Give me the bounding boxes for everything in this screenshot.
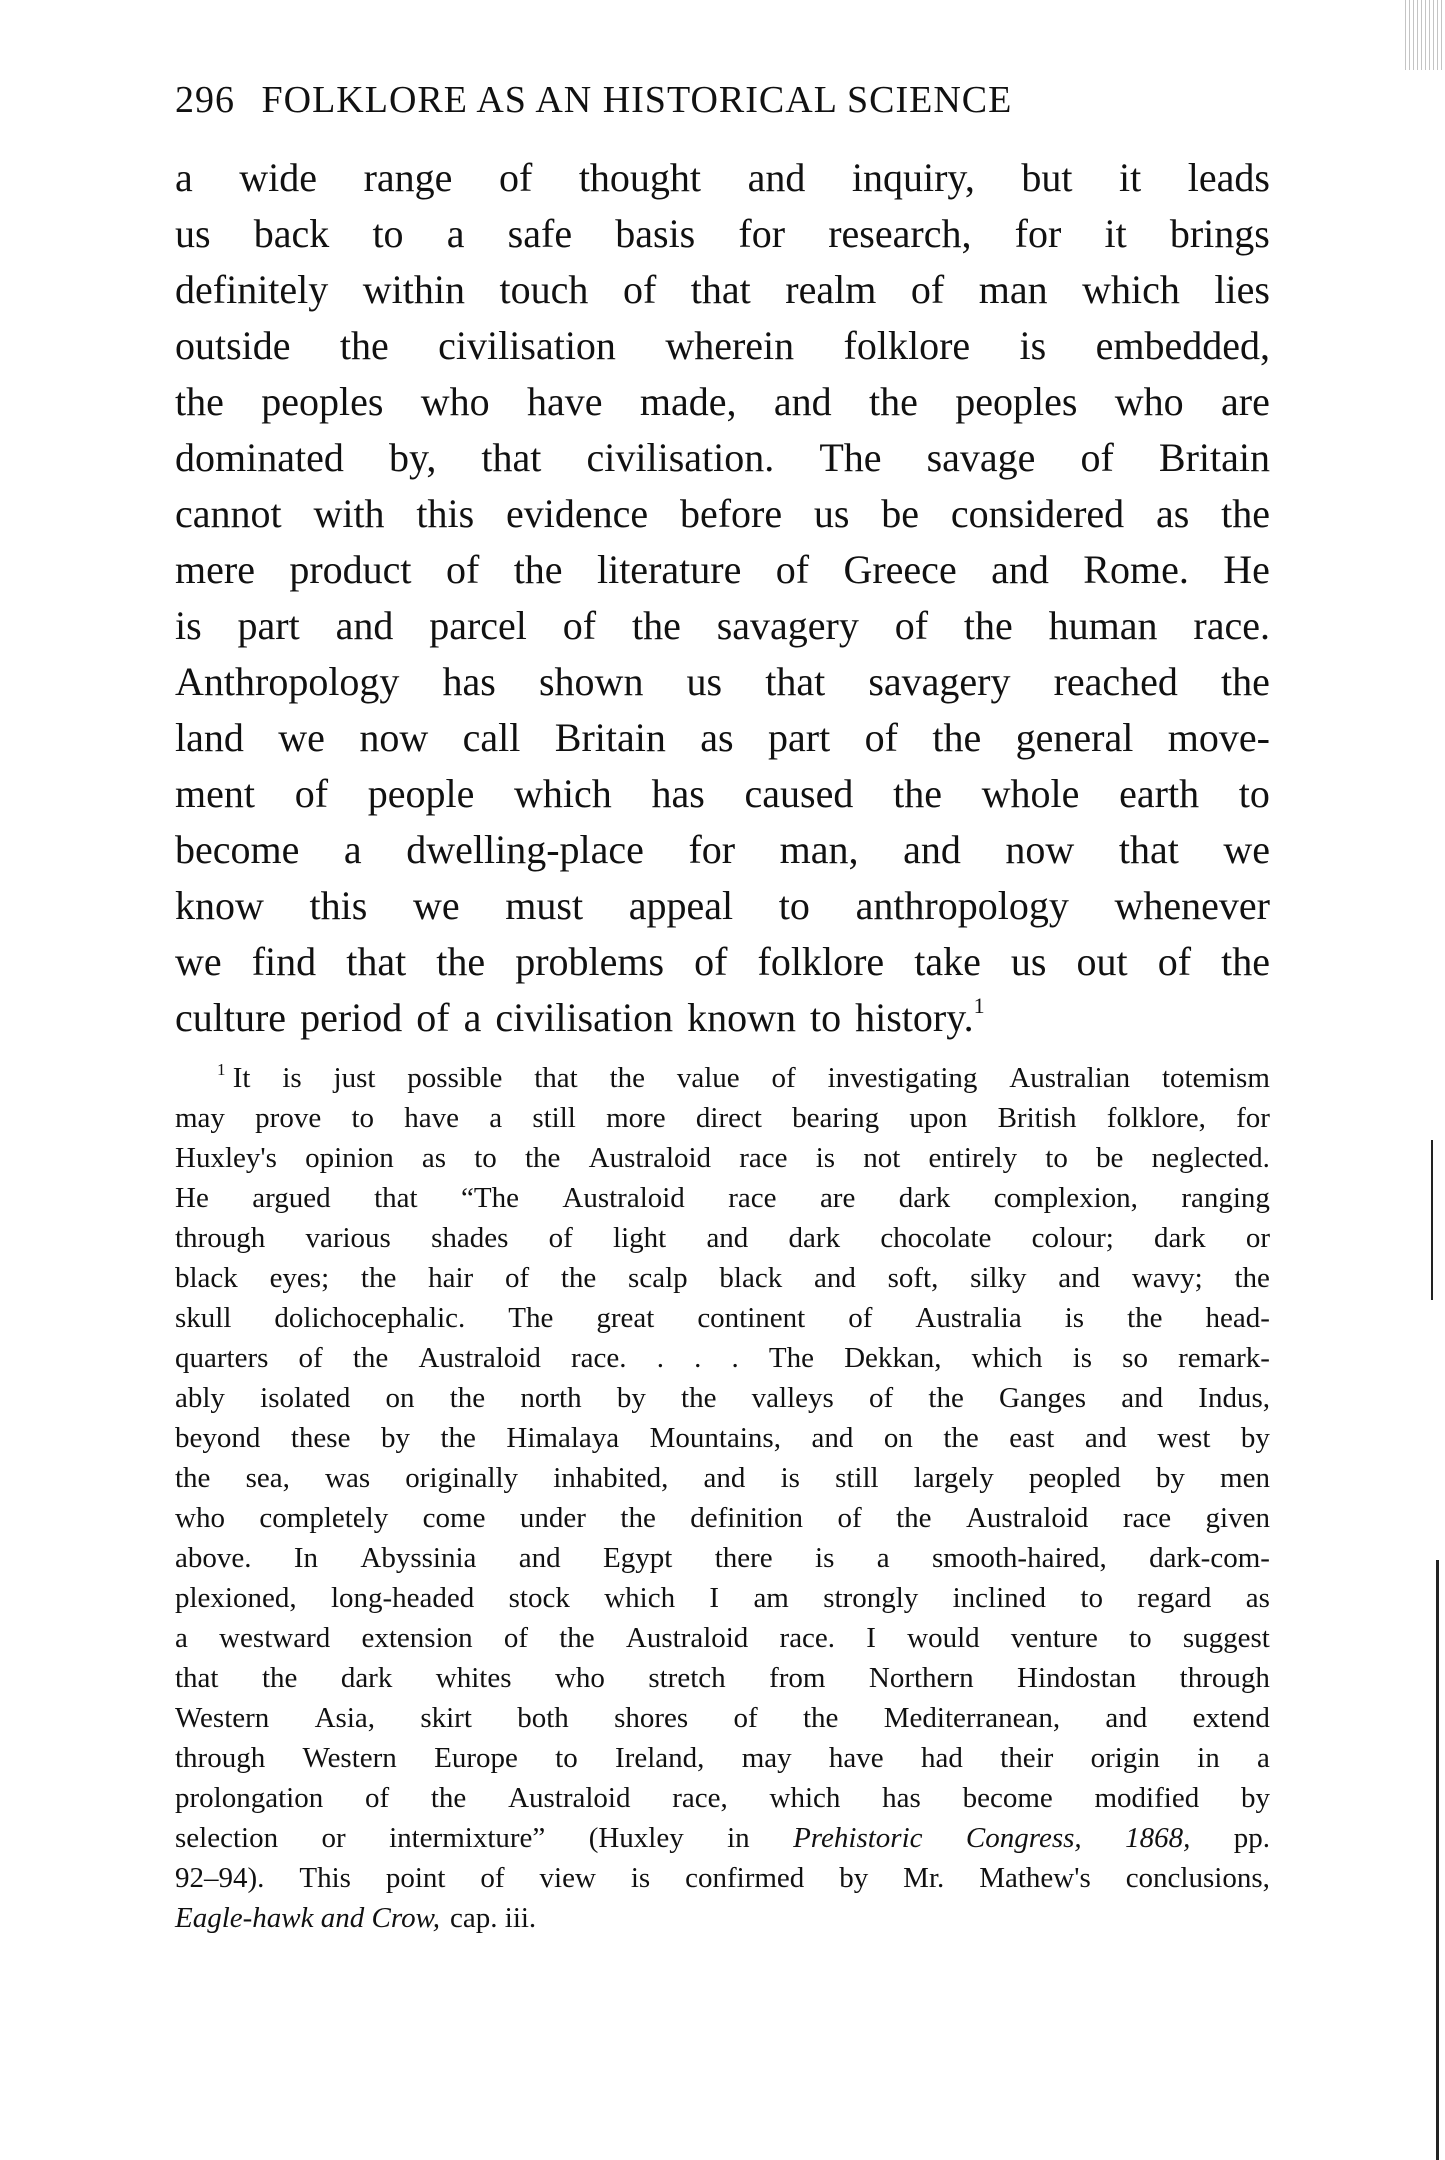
body-line: is part and parcel of the savagery of the human race. (175, 603, 1270, 648)
footnote-line: prolongation of the Australoid race, which has become modified by (175, 1782, 1270, 1814)
body-line: us back to a safe basis for research, for it brings (175, 211, 1270, 256)
footnote-line: quarters of the Australoid race. . . . The Dekkan, which is so remark- (175, 1342, 1270, 1374)
body-line: land we now call Britain as part of the general move- (175, 715, 1270, 760)
footnote-line: above. In Abyssinia and Egypt there is a smooth-haired, dark-com- (175, 1542, 1270, 1574)
footnote-line: selection or intermixture” (Huxley in Prehistoric Congress, 1868, pp. (175, 1822, 1270, 1854)
footnote-line: $^1$ It is just possible that the value of investigating Australian totemism (217, 1060, 1270, 1094)
body-line: ment of people which has caused the whole earth to (175, 771, 1270, 816)
footnote-line: ably isolated on the north by the valleys of the Ganges and Indus, (175, 1382, 1270, 1414)
body-line: a wide range of thought and inquiry, but it leads (175, 155, 1270, 200)
footnote-line: through various shades of light and dark chocolate colour; dark or (175, 1222, 1270, 1254)
footnote-line: beyond these by the Himalaya Mountains, and on the east and west by (175, 1422, 1270, 1454)
body-line: mere product of the literature of Greece and Rome. He (175, 547, 1270, 592)
page-number: 296 (175, 79, 235, 121)
body-line: we find that the problems of folklore take us out of the (175, 939, 1270, 984)
body-line: culture period of a civilisation known to history.$^1$ (175, 993, 985, 1040)
page-edge-mark (1436, 1560, 1439, 2160)
footnote-line: through Western Europe to Ireland, may have had their origin in a (175, 1742, 1270, 1774)
body-line: dominated by, that civilisation. The savage of Britain (175, 435, 1270, 480)
running-title: FOLKLORE AS AN HISTORICAL SCIENCE (261, 79, 1013, 121)
footnote-line: who completely come under the definition of the Australoid race given (175, 1502, 1270, 1534)
body-line: cannot with this evidence before us be considered as the (175, 491, 1270, 536)
footnote-line: black eyes; the hair of the scalp black and soft, silky and wavy; the (175, 1262, 1270, 1294)
body-line: become a dwelling-place for man, and now that we (175, 827, 1270, 872)
footnote-line: may prove to have a still more direct bearing upon British folklore, for (175, 1102, 1270, 1134)
running-head (175, 78, 1270, 122)
footnote-line: skull dolichocephalic. The great continent of Australia is the head- (175, 1302, 1270, 1334)
scan-artifact (1405, 0, 1445, 70)
footnote-line: the sea, was originally inhabited, and is still largely peopled by men (175, 1462, 1270, 1494)
footnote-line: that the dark whites who stretch from Northern Hindostan through (175, 1662, 1270, 1694)
body-paragraph (175, 150, 1270, 1046)
footnote (175, 1058, 1270, 1938)
footnote-line: Western Asia, skirt both shores of the Mediterranean, and extend (175, 1702, 1270, 1734)
footnote-line: Huxley's opinion as to the Australoid race is not entirely to be neglected. (175, 1142, 1270, 1174)
footnote-line: He argued that “The Australoid race are dark complexion, ranging (175, 1182, 1270, 1214)
footnote-line: Eagle-hawk and Crow, cap. iii. (175, 1902, 537, 1934)
page-edge-mark (1431, 1140, 1433, 1300)
footnote-reference: 1 (973, 993, 985, 1018)
footnote-line: a westward extension of the Australoid race. I would venture to suggest (175, 1622, 1270, 1654)
body-line: the peoples who have made, and the peoples who are (175, 379, 1270, 424)
body-line: outside the civilisation wherein folklore is embedded, (175, 323, 1270, 368)
body-line: know this we must appeal to anthropology whenever (175, 883, 1270, 928)
footnote-line: 92–94). This point of view is confirmed by Mr. Mathew's conclusions, (175, 1862, 1270, 1894)
body-line: definitely within touch of that realm of man which lies (175, 267, 1270, 312)
footnote-line: plexioned, long-headed stock which I am strongly inclined to regard as (175, 1582, 1270, 1614)
body-line: Anthropology has shown us that savagery reached the (175, 659, 1270, 704)
